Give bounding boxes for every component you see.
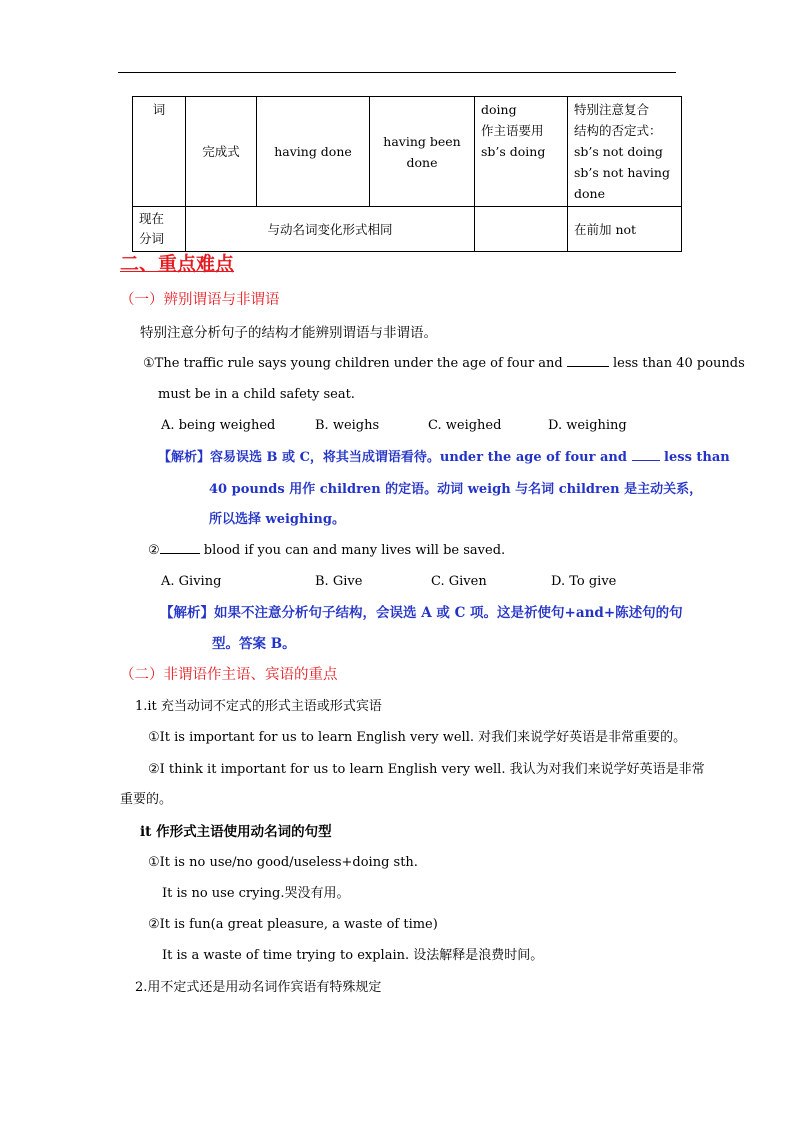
- option: C. Given: [431, 574, 487, 589]
- example: ①It is important for us to learn English very well. 对我们来说学好英语是非常重要的。: [148, 730, 687, 745]
- analysis-1: 【解析】容易误选 B 或 C，将其当成谓语看待。under the age of four and less than: [158, 450, 730, 465]
- option: B. weighs: [315, 418, 380, 433]
- subsection-heading: （一）辨别谓语与非谓语: [120, 292, 280, 308]
- option: D. To give: [551, 574, 617, 589]
- section-heading: 二、重点难点: [120, 253, 235, 275]
- pattern: ②It is fun(a great pleasure, a waste of time): [148, 917, 438, 932]
- answer-blank: [160, 541, 200, 554]
- pattern-heading: it 作形式主语使用动名词的句型: [140, 824, 332, 840]
- question-1-cont: must be in a child safety seat.: [158, 387, 355, 402]
- analysis-1-line2: 40 pounds 用作 children 的定语。动词 weigh 与名词 children 是主动关系，: [209, 482, 703, 497]
- analysis-1-line3: 所以选择 weighing。: [209, 512, 345, 527]
- pattern-example: It is a waste of time trying to explain. 设法解释是浪费时间。: [162, 948, 544, 963]
- table-row: [133, 97, 682, 207]
- table-row: [133, 207, 682, 252]
- paragraph: 2.用不定式还是用动名词作宾语有特殊规定: [135, 980, 382, 995]
- pattern: ①It is no use/no good/useless+doing sth.: [148, 855, 418, 870]
- subsection-heading: （二）非谓语作主语、宾语的重点: [120, 667, 338, 683]
- table-cell: [475, 207, 568, 252]
- option: A. Giving: [161, 574, 222, 589]
- table-cell: 特别注意复合 结构的否定式： sb’s not doing sb’s not having done: [568, 97, 682, 207]
- table-cell: 在前加 not: [568, 207, 682, 252]
- table-cell: having done: [257, 97, 370, 207]
- table-cell: 词: [133, 97, 186, 207]
- grammar-table: [132, 96, 682, 252]
- table-cell: 现在 分词: [133, 207, 186, 252]
- example: ②I think it important for us to learn English very well. 我认为对我们来说学好英语是非常: [148, 762, 705, 777]
- table-cell: having been done: [370, 97, 475, 207]
- table-cell: doing 作主语要用 sb’s doing: [475, 97, 568, 207]
- question-1: ①The traffic rule says young children under the age of four and less than 40 pounds: [143, 356, 745, 371]
- table-cell: 完成式: [186, 97, 257, 207]
- option: C. weighed: [428, 418, 502, 433]
- option: A. being weighed: [161, 418, 276, 433]
- answer-blank: [567, 354, 609, 367]
- header-rule: [118, 72, 676, 73]
- answer-blank: [632, 448, 660, 461]
- question-2: ② blood if you can and many lives will be saved.: [148, 543, 506, 558]
- table-cell: 与动名词变化形式相同: [186, 207, 475, 252]
- intro-text: 特别注意分析句子的结构才能辨别谓语与非谓语。: [140, 325, 437, 341]
- option: D. weighing: [548, 418, 627, 433]
- paragraph: 1.it 充当动词不定式的形式主语或形式宾语: [135, 699, 382, 714]
- option: B. Give: [315, 574, 363, 589]
- example-cont: 重要的。: [120, 792, 173, 807]
- analysis-2: 【解析】如果不注意分析句子结构，会误选 A 或 C 项。这是祈使句+and+陈述句的句: [160, 605, 683, 621]
- analysis-2-line2: 型。答案 B。: [212, 636, 296, 652]
- pattern-example: It is no use crying.哭没有用。: [162, 886, 350, 901]
